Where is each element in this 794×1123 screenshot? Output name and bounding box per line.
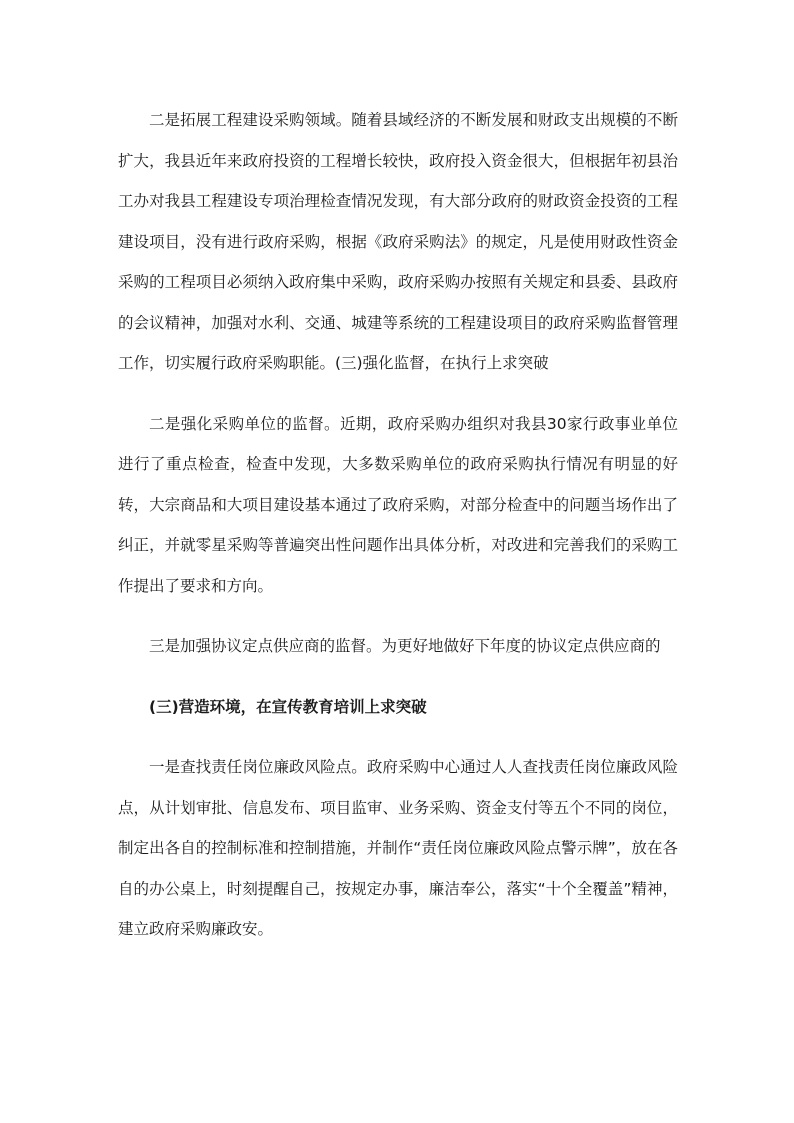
paragraph-supervise-procurement-units: 二是强化采购单位的监督。近期，政府采购办组织对我县30家行政事业单位进行了重点检查，检查中发现，大多数采购单位的政府采购执行情况有明显的好转，大宗商品和大项目建设基本通过了政府采购，对部分检查中的问题当场作出了纠正，并就零星采购等普遍突出性问题作出具体分析，对改进和完善我们的采购工作提出了要求和方向。 [118, 414, 678, 595]
paragraph-supervise-suppliers: 三是加强协议定点供应商的监督。为更好地做好下年度的协议定点供应商的 [149, 637, 661, 655]
document-body [118, 100, 678, 970]
section-heading-environment: (三)营造环境，在宣传教育培训上求突破 [149, 697, 427, 716]
paragraph-risk-points: 一是查找责任岗位廉政风险点。政府采购中心通过人人查找责任岗位廉政风险点，从计划审批、信息发布、项目监审、业务采购、资金支付等五个不同的岗位，制定出各自的控制标准和控制措施，并制作“责任岗位廉政风险点警示牌”，放在各自的办公桌上，时刻提醒自己，按规定办事，廉洁奉公，落实“十个全覆盖”精神，建立政府采购廉政安。 [118, 758, 678, 938]
paragraph-expand-engineering-procurement: 二是拓展工程建设采购领域。随着县域经济的不断发展和财政支出规模的不断扩大，我县近年来政府投资的工程增长较快，政府投入资金很大，但根据年初县治工办对我县工程建设专项治理检查情况发现，有大部分政府的财政资金投资的工程建设项目，没有进行政府采购，根据《政府采购法》的规定，凡是使用财政性资金采购的工程项目必须纳入政府集中采购，政府采购办按照有关规定和县委、县政府的会议精神，加强对水利、交通、城建等系统的工程建设项目的政府采购监督管理工作，切实履行政府采购职能。(三)强化监督，在执行上求突破 [118, 111, 678, 372]
